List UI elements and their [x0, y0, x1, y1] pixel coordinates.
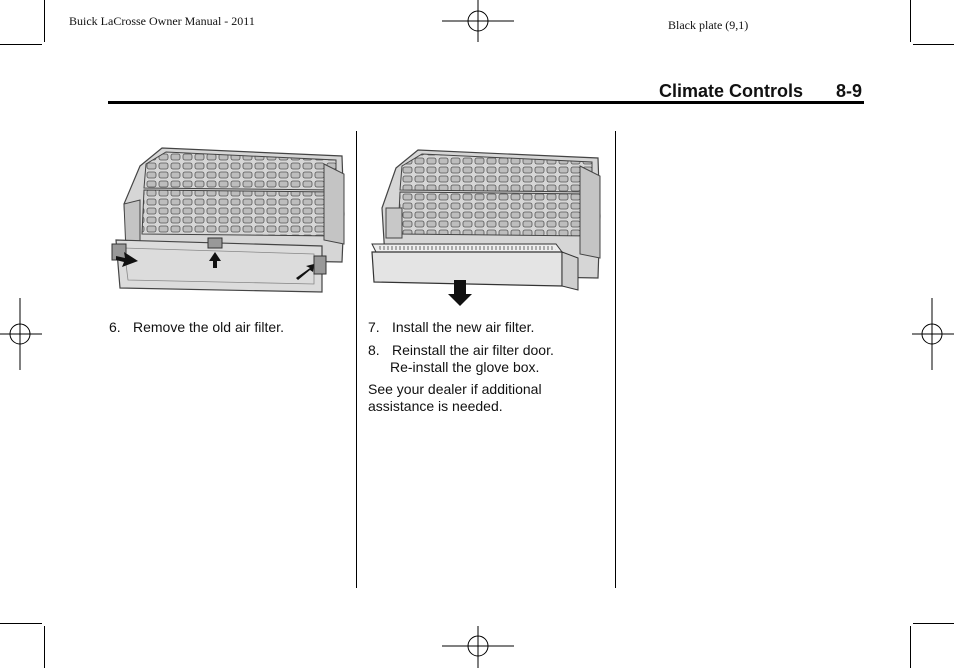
crop-mark	[44, 0, 45, 42]
dealer-note-line: See your dealer if additional	[368, 381, 542, 397]
header-rule	[108, 101, 864, 104]
step-number: 7.	[368, 319, 380, 335]
registration-mark-bottom	[440, 624, 516, 668]
step-text: Reinstall the air filter door.	[392, 342, 554, 358]
dealer-note	[368, 381, 542, 415]
crop-mark	[913, 623, 954, 624]
illustration-remove-filter	[110, 144, 346, 298]
step-6	[109, 319, 284, 336]
page-number: 8-9	[836, 81, 863, 101]
step-number: 6.	[109, 319, 121, 335]
section-title: Climate Controls	[659, 81, 804, 101]
crop-mark	[44, 626, 45, 668]
column-divider	[615, 131, 616, 588]
crop-mark	[913, 44, 954, 45]
step-text: Install the new air filter.	[392, 319, 535, 335]
step-8	[368, 342, 554, 376]
header-plate-info: Black plate (9,1)	[668, 18, 749, 32]
dealer-note-line: assistance is needed.	[368, 398, 503, 414]
step-text: Remove the old air filter.	[133, 319, 284, 335]
registration-mark-top	[440, 0, 516, 44]
registration-mark-left	[0, 296, 44, 372]
crop-mark	[910, 0, 911, 42]
step-7	[368, 319, 534, 336]
header-manual-title: Buick LaCrosse Owner Manual - 2011	[69, 14, 255, 28]
crop-mark	[0, 623, 42, 624]
crop-mark	[910, 626, 911, 668]
registration-mark-right	[910, 296, 954, 372]
crop-mark	[0, 44, 42, 45]
step-number: 8.	[368, 342, 380, 358]
illustration-install-filter	[366, 148, 602, 308]
step-text-continued: Re-install the glove box.	[390, 359, 540, 375]
column-divider	[356, 131, 357, 588]
